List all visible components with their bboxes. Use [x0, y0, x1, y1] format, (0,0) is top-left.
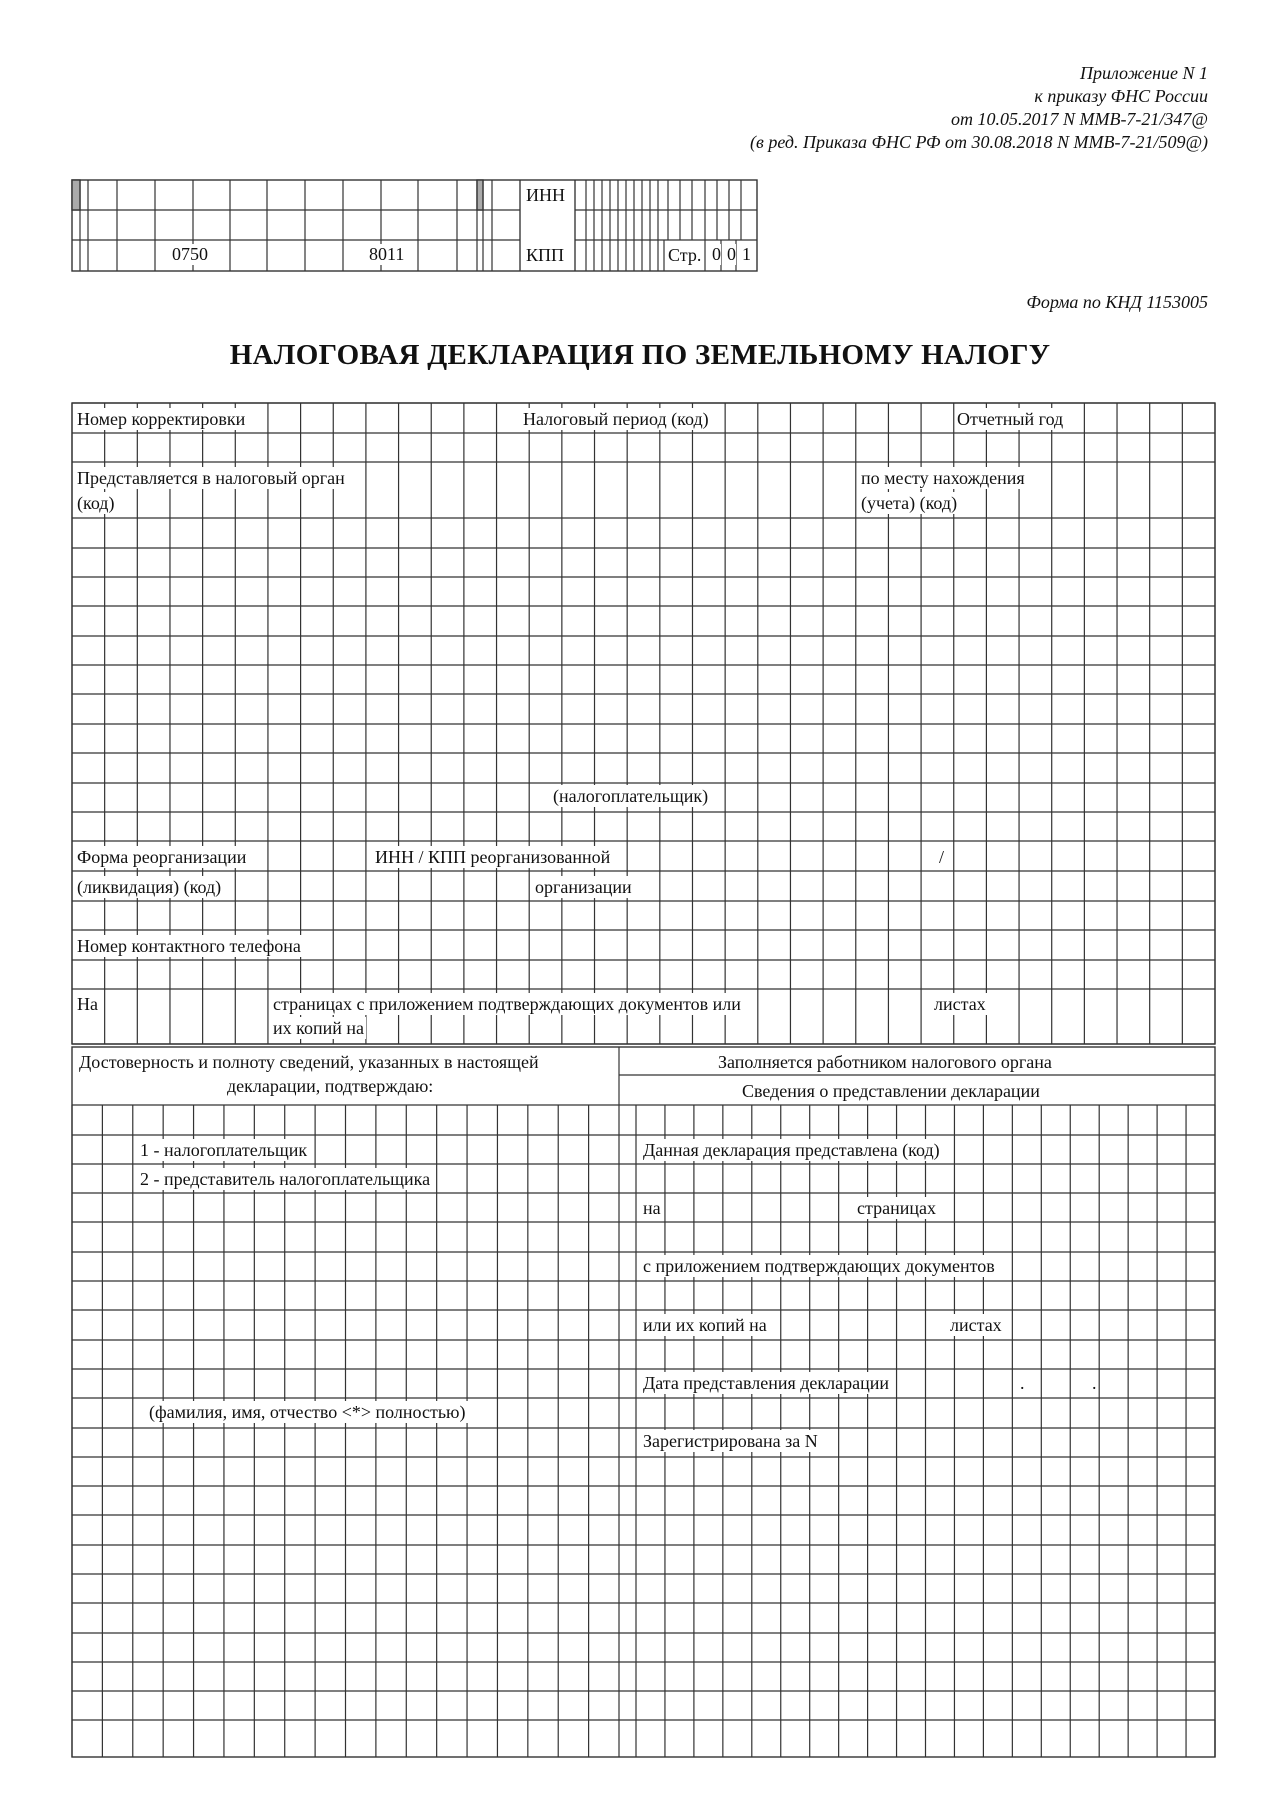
reorg-inn-label-2: организации: [535, 877, 632, 897]
pages-label-right: страницах: [857, 1198, 936, 1218]
form-code: Форма по КНД 1153005: [1026, 292, 1208, 312]
kpp-label: КПП: [526, 245, 565, 265]
sheets-label: листах: [934, 994, 986, 1014]
sheets-label-right: листах: [950, 1315, 1002, 1335]
barcode-code-b: 8011: [369, 244, 405, 264]
page-digit-3: 1: [742, 244, 751, 264]
page-title: НАЛОГОВАЯ ДЕКЛАРАЦИЯ ПО ЗЕМЕЛЬНОМУ НАЛОГУ: [229, 339, 1051, 371]
page-digit-1: 0: [712, 244, 721, 264]
reorg-form-label-2: (ликвидация) (код): [77, 877, 222, 897]
filled-by-label: Заполняется работником налогового органа: [718, 1052, 1052, 1072]
with-docs-label: с приложением подтверждающих документов: [643, 1256, 995, 1276]
submitted-code-label: Данная декларация представлена (код): [643, 1140, 940, 1160]
option-representative: 2 - представитель налогоплательщика: [140, 1169, 431, 1189]
grid-box: [477, 180, 483, 210]
grid-box: [72, 180, 80, 210]
taxpayer-caption: (налогоплательщик): [553, 786, 709, 806]
on-label: На: [77, 994, 98, 1014]
reorg-inn-label: ИНН / КПП реорганизованной: [375, 847, 611, 867]
tax-authority-label-2: (код): [77, 493, 115, 513]
confirm-text: Достоверность и полноту сведений, указанных в настоящей: [79, 1052, 539, 1072]
pages-text-2: их копий на: [273, 1018, 364, 1038]
order-date: от 10.05.2017 N ММВ-7-21/347@: [950, 109, 1208, 129]
location-label: по месту нахождения: [861, 468, 1025, 488]
registered-label: Зарегистрирована за N: [643, 1431, 818, 1451]
reporting-year-label: Отчетный год: [957, 409, 1064, 429]
reorg-slash: /: [939, 847, 945, 867]
correction-number-label: Номер корректировки: [77, 409, 246, 429]
on-label-right: на: [643, 1198, 661, 1218]
phone-label: Номер контактного телефона: [77, 936, 301, 956]
inn-label: ИНН: [526, 185, 565, 205]
option-taxpayer: 1 - налогоплательщик: [140, 1140, 308, 1160]
pages-text: страницах с приложением подтверждающих документов или: [273, 994, 741, 1014]
submission-info-label: Сведения о представлении декларации: [742, 1081, 1040, 1101]
appendix-number: Приложение N 1: [1079, 63, 1208, 83]
location-label-2: (учета) (код): [861, 493, 958, 513]
barcode-code-a: 0750: [172, 244, 208, 264]
fio-caption: (фамилия, имя, отчество <*> полностью): [149, 1402, 466, 1422]
page-label: Стр.: [668, 245, 702, 265]
reorg-form-label: Форма реорганизации: [77, 847, 247, 867]
confirm-text-2: декларации, подтверждаю:: [227, 1076, 434, 1096]
order-reference: к приказу ФНС России: [1034, 86, 1208, 106]
or-copies-label: или их копий на: [643, 1315, 767, 1335]
date-dot-2: .: [1092, 1373, 1097, 1393]
tax-authority-label: Представляется в налоговый орган: [77, 468, 345, 488]
edition-note: (в ред. Приказа ФНС РФ от 30.08.2018 N ММВ-7-21/509@): [750, 132, 1208, 152]
date-dot-1: .: [1020, 1373, 1025, 1393]
tax-period-label: Налоговый период (код): [523, 409, 709, 429]
page-digit-2: 0: [727, 244, 736, 264]
date-label: Дата представления декларации: [643, 1373, 890, 1393]
